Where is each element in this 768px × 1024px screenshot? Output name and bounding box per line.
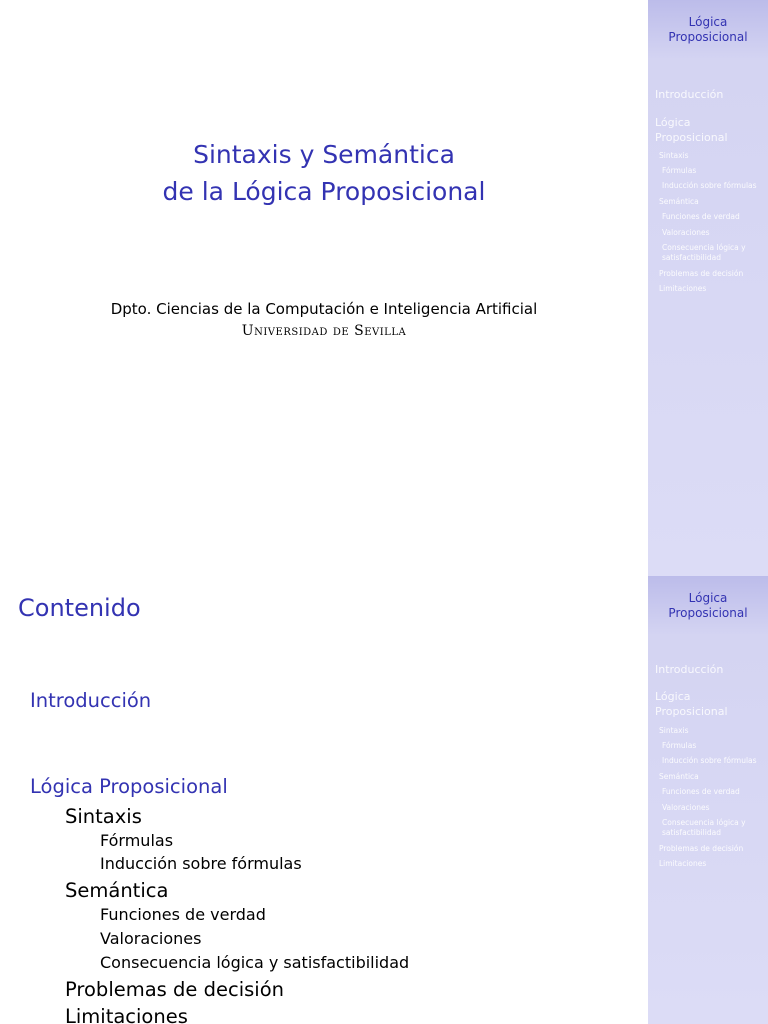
sidebar-item-satisfactibilidad[interactable]: satisfactibilidad xyxy=(662,253,721,262)
sidebar-title-line-2: Proposicional xyxy=(668,30,748,44)
toc-item-consecuencia-logica[interactable]: Consecuencia lógica y satisfactibilidad xyxy=(100,953,410,972)
department-name: Dpto. Ciencias de la Computación e Inteligencia Artificial xyxy=(110,300,538,318)
sidebar-section-label-line-1: Lógica xyxy=(655,116,691,129)
toc-item-formulas[interactable]: Fórmulas xyxy=(100,831,174,850)
sidebar-item-sintaxis[interactable]: Sintaxis xyxy=(659,151,689,160)
sidebar-item-consecuencia-logica[interactable]: Consecuencia lógica y xyxy=(662,818,746,827)
frame-title: Contenido xyxy=(18,594,141,622)
sidebar-title-line-1: Lógica xyxy=(688,15,728,29)
sidebar-section-label-line-2: Proposicional xyxy=(655,705,728,718)
sidebar-item-funciones-de-verdad[interactable]: Funciones de verdad xyxy=(662,787,740,796)
contents-slide xyxy=(0,576,768,1024)
sidebar-item-limitaciones[interactable]: Limitaciones xyxy=(659,284,707,293)
toc-subsection-limitaciones[interactable]: Limitaciones xyxy=(65,1005,188,1024)
sidebar-nav xyxy=(648,576,768,1024)
sidebar-item-problemas-de-decision[interactable]: Problemas de decisión xyxy=(659,269,744,278)
toc-subsection-semantica[interactable]: Semántica xyxy=(65,879,169,902)
sidebar-item-formulas[interactable]: Fórmulas xyxy=(662,166,697,175)
toc-section-introduccion[interactable]: Introducción xyxy=(30,689,152,712)
sidebar-section-label-line-1: Lógica xyxy=(655,690,691,703)
sidebar-title-line-2: Proposicional xyxy=(668,606,748,620)
sidebar-section-label-line-2: Proposicional xyxy=(655,131,728,144)
sidebar-item-induccion[interactable]: Inducción sobre fórmulas xyxy=(662,181,757,190)
sidebar-item-consecuencia-logica[interactable]: Consecuencia lógica y xyxy=(662,243,746,252)
toc-item-funciones-de-verdad[interactable]: Funciones de verdad xyxy=(100,905,266,924)
university-name: Universidad de Sevilla xyxy=(241,323,407,339)
sidebar-item-funciones-de-verdad[interactable]: Funciones de verdad xyxy=(662,212,740,221)
sidebar-item-semantica[interactable]: Semántica xyxy=(659,772,699,781)
sidebar-item-formulas[interactable]: Fórmulas xyxy=(662,741,697,750)
sidebar-item-sintaxis[interactable]: Sintaxis xyxy=(659,726,689,735)
sidebar-section-introduccion[interactable]: Introducción xyxy=(655,663,724,676)
sidebar-title-line-1: Lógica xyxy=(688,591,728,605)
title-line-2: de la Lógica Proposicional xyxy=(162,177,486,206)
sidebar-item-valoraciones[interactable]: Valoraciones xyxy=(662,228,710,237)
sidebar-item-valoraciones[interactable]: Valoraciones xyxy=(662,803,710,812)
sidebar-section-introduccion[interactable]: Introducción xyxy=(655,88,724,101)
toc-section-logica-proposicional[interactable]: Lógica Proposicional xyxy=(30,775,228,798)
sidebar-section-logica-proposicional[interactable] xyxy=(655,115,728,145)
sidebar-item-satisfactibilidad[interactable]: satisfactibilidad xyxy=(662,828,721,837)
toc-item-induccion[interactable]: Inducción sobre fórmulas xyxy=(100,854,302,873)
sidebar-nav xyxy=(648,0,768,576)
title-line-1: Sintaxis y Semántica xyxy=(193,140,455,169)
institute-block xyxy=(0,298,648,342)
sidebar-title[interactable] xyxy=(648,591,768,621)
sidebar-section-logica-proposicional[interactable] xyxy=(655,689,728,719)
toc-item-valoraciones[interactable]: Valoraciones xyxy=(100,929,202,948)
sidebar-item-semantica[interactable]: Semántica xyxy=(659,197,699,206)
toc-subsection-problemas-de-decision[interactable]: Problemas de decisión xyxy=(65,978,284,1001)
sidebar-item-induccion[interactable]: Inducción sobre fórmulas xyxy=(662,756,757,765)
presentation-title xyxy=(0,136,648,210)
sidebar-title[interactable] xyxy=(648,15,768,45)
sidebar-item-problemas-de-decision[interactable]: Problemas de decisión xyxy=(659,844,744,853)
sidebar-item-limitaciones[interactable]: Limitaciones xyxy=(659,859,707,868)
toc-subsection-sintaxis[interactable]: Sintaxis xyxy=(65,805,142,828)
